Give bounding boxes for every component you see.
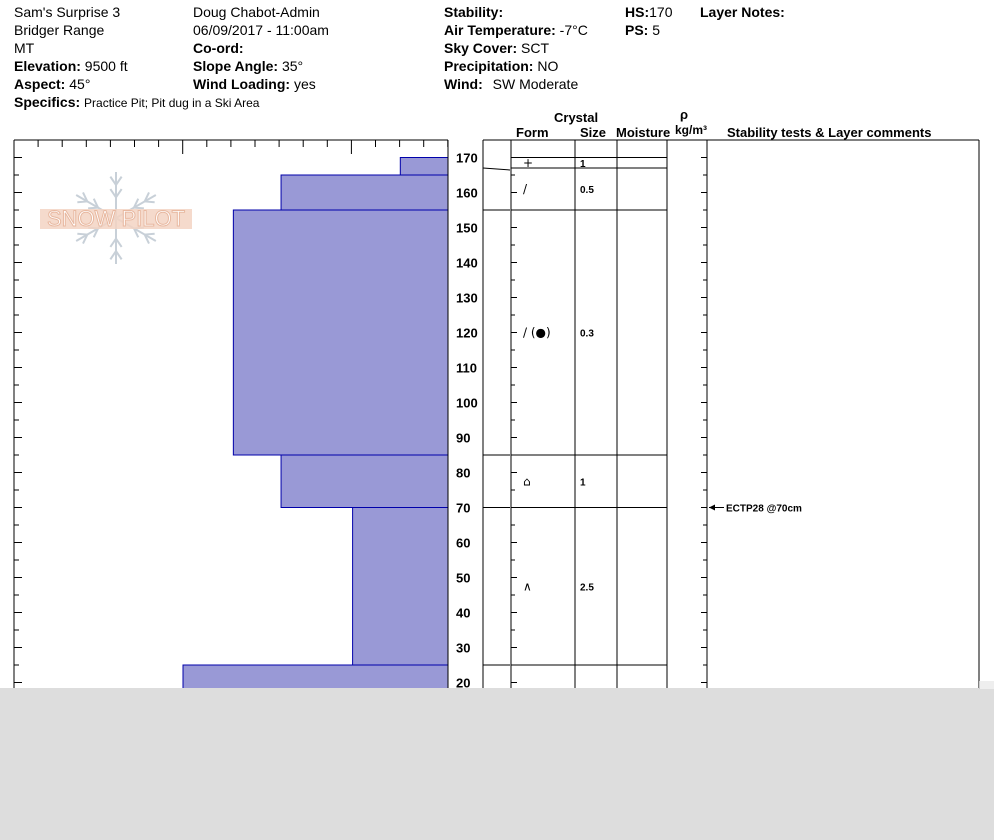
ps-value: 5: [652, 22, 661, 38]
hs-value: 170: [649, 4, 673, 20]
elevation-value: 9500 ft: [84, 58, 128, 74]
sky-value: SCT: [521, 40, 550, 56]
specifics-value: Practice Pit; Pit dug in a Ski Area: [84, 96, 260, 110]
crystal-form-label: +: [523, 155, 534, 170]
observer: Doug Chabot-Admin: [193, 4, 320, 20]
wind-label: Wind:: [444, 76, 483, 92]
hs-label: HS:: [625, 4, 650, 20]
crystal-size-label: 1: [580, 158, 586, 170]
hardness-bar: [233, 210, 448, 455]
y-tick-label: 60: [456, 535, 471, 551]
header-moisture: Moisture: [616, 125, 671, 140]
y-tick-label: 100: [456, 395, 478, 411]
wind-value: SW Moderate: [492, 76, 579, 92]
crystal-size-label: 0.5: [580, 185, 594, 196]
slope-value: 35°: [281, 58, 304, 74]
header-rho: ρ: [680, 107, 689, 122]
y-tick-label: 120: [456, 325, 478, 341]
header-form: Form: [516, 125, 549, 140]
hardness-bar: [400, 158, 448, 176]
air-temp-value: -7°C: [559, 22, 588, 38]
y-tick-label: 40: [456, 605, 471, 621]
hardness-bar: [281, 175, 448, 210]
header-crystal: Crystal: [554, 110, 599, 125]
crystal-form-label: /: [523, 182, 528, 196]
elevation-label: Elevation:: [14, 58, 81, 74]
slope-label: Slope Angle:: [193, 58, 279, 74]
coord-label: Co-ord:: [193, 40, 244, 56]
crystal-size-label: 0.3: [580, 328, 594, 340]
y-tick-label: 150: [456, 220, 478, 236]
sky-label: Sky Cover:: [444, 40, 518, 56]
mountain-range: Bridger Range: [14, 22, 105, 38]
specifics-label: Specifics:: [14, 94, 81, 110]
aspect-value: 45°: [69, 76, 91, 92]
y-tick-label: 50: [456, 570, 471, 586]
wind-loading-value: yes: [293, 76, 316, 92]
scrollbar[interactable]: [979, 681, 994, 689]
ps-label: PS:: [625, 22, 649, 38]
header-density-unit: kg/m³: [675, 123, 708, 137]
crystal-size-label: 2.5: [580, 582, 594, 594]
y-tick-label: 160: [456, 185, 478, 201]
hardness-bar: [281, 455, 448, 508]
y-tick-label: 90: [456, 430, 471, 446]
wind-loading-label: Wind Loading:: [193, 76, 291, 92]
crystal-form-label: ∧: [523, 579, 532, 594]
crystal-size-label: 1: [580, 477, 586, 489]
datetime: 06/09/2017 - 11:00am: [193, 22, 329, 38]
y-tick-label: 20: [456, 675, 471, 688]
logo-text: SNOW PILOT: [46, 206, 186, 231]
header-stability-comments: Stability tests & Layer comments: [727, 125, 932, 140]
y-tick-label: 170: [456, 150, 478, 166]
y-tick-label: 70: [456, 500, 471, 516]
precip-label: Precipitation:: [444, 58, 534, 74]
layer-notes-label: Layer Notes:: [700, 4, 785, 20]
pit-name: Sam's Surprise 3: [14, 4, 121, 20]
state: MT: [14, 40, 35, 56]
y-tick-label: 80: [456, 465, 471, 481]
precip-value: NO: [537, 58, 559, 74]
crystal-form-label: ⌂: [523, 474, 531, 489]
aspect-label: Aspect:: [14, 76, 66, 92]
y-tick-label: 130: [456, 290, 478, 306]
air-temp-label: Air Temperature:: [444, 22, 556, 38]
y-tick-label: 110: [456, 360, 477, 376]
hardness-bar: [183, 665, 448, 688]
header-size: Size: [580, 125, 607, 140]
y-tick-label: 30: [456, 640, 471, 656]
stability-label: Stability:: [444, 4, 504, 20]
stability-test-label: ECTP28 @70cm: [726, 503, 802, 515]
crystal-form-label: / (●): [523, 325, 551, 340]
snowpilot-logo: [40, 172, 192, 264]
y-tick-label: 140: [456, 255, 478, 271]
hardness-bar: [353, 508, 448, 666]
